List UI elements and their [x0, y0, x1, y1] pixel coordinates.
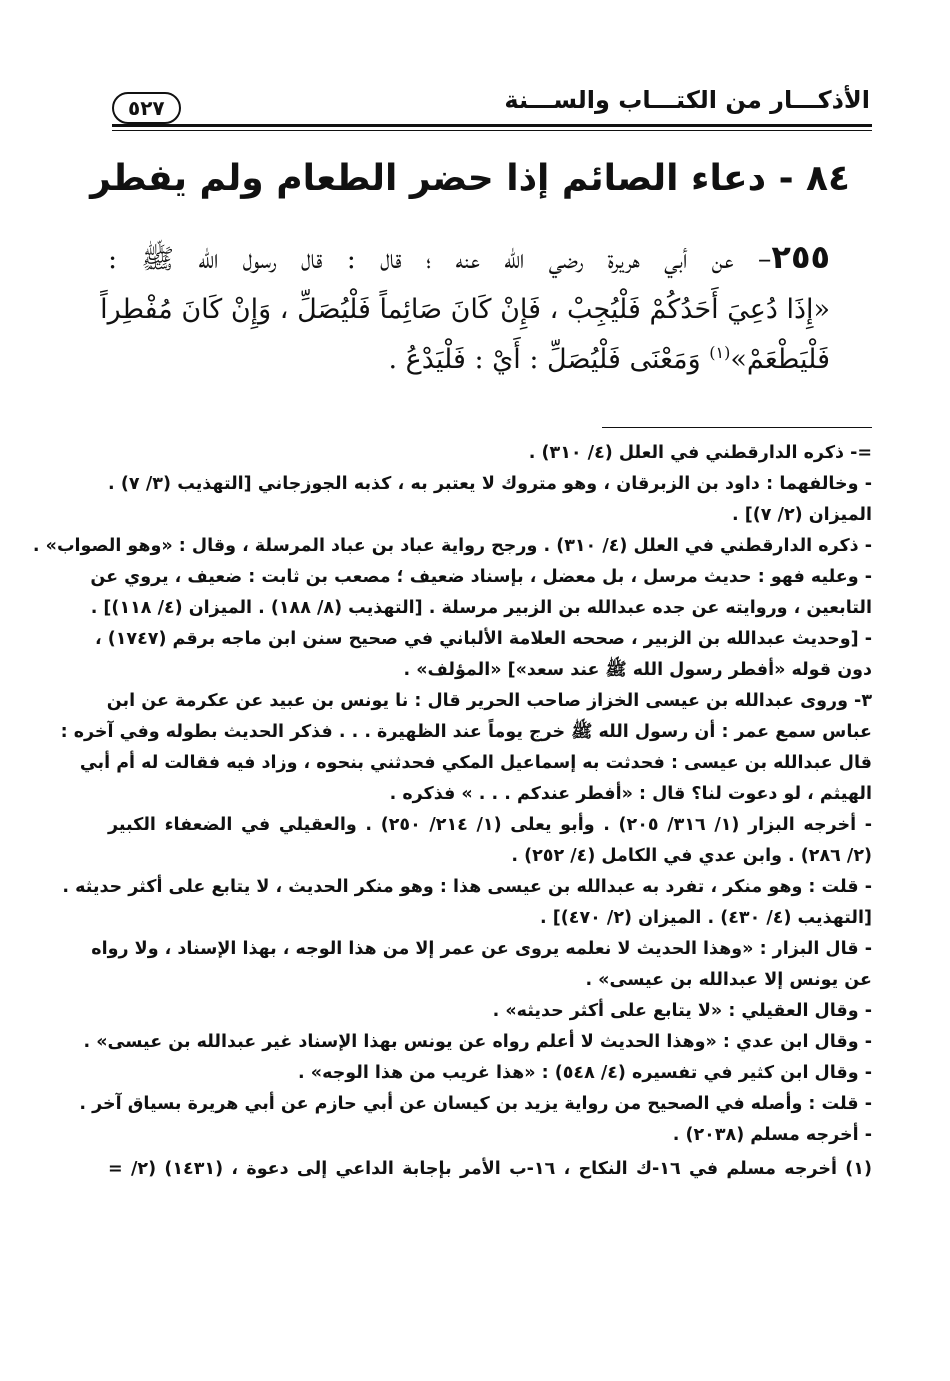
hadith-number: ٢٥٥	[771, 238, 830, 276]
chapter-title: ٨٤ - دعاء الصائم إذا حضر الطعام ولم يفطر	[90, 158, 850, 199]
footnote-marker: (١)	[709, 343, 731, 362]
hadith-line: «إِذَا دُعِيَ أَحَدُكُمْ فَلْيُجِبْ ، فَإِنْ كَانَ صَائِماً فَلْيُصَلِّ ، وَإِنْ كَانَ مُفْطِراً	[100, 294, 830, 325]
footnote-line: - وقال العقيلي : «لا يتابع على أكثر حديثه» .	[492, 1001, 872, 1021]
hadith-line	[108, 335, 830, 385]
footnotes-block	[32, 438, 873, 1185]
footnote-separator	[602, 427, 872, 428]
footnote-line: - قال البزار : «وهذا الحديث لا نعلمه يروى عن عمر إلا من هذا الوجه ، بهذا الإسناد ، ولا رواه	[91, 939, 872, 959]
footnote-line: - أخرجه مسلم (٢٠٣٨) .	[672, 1125, 872, 1145]
footnote-line: التابعين ، وروايته عن جده عبدالله بن الزبير مرسلة . [التهذيب (٨/ ١٨٨) . الميزان (٤/ ١١٨)] .	[90, 598, 872, 618]
footnote-line: - وقال ابن عدي : «وهذا الحديث لا أعلم رواه عن يونس بهذا الإسناد غير عبدالله بن عيسى» .	[83, 1032, 872, 1052]
hadith-text: – عن أبي هريرة رضي الله عنه ؛ قال : قال رسول الله ﷺ :	[108, 244, 772, 275]
footnote-line: عن يونس إلا عبدالله بن عيسى» .	[585, 970, 872, 990]
header-rule-thick	[112, 124, 872, 127]
footnote-line: دون قوله «أفطر رسول الله ﷺ عند سعد»] «المؤلف» .	[403, 660, 872, 680]
footnote-line: - ذكره الدارقطني في العلل (٤/ ٣١٠) . ورجح رواية عباد بن عباد المرسلة ، وقال : «وهو الصواب» .	[32, 536, 872, 556]
hadith-text: فَلْيَطْعَمْ»	[730, 344, 830, 375]
footnote-line: عباس سمع عمر : أن رسول الله ﷺ خرج يوماً عند الظهيرة . . . فذكر الحديث بطوله وفي آخره :	[60, 722, 872, 742]
footnote-line: - وخالفهما : داود بن الزبرقان ، وهو متروك لا يعتبر به ، كذبه الجوزجاني [التهذيب (٣/ ٧) .	[108, 474, 872, 494]
footnote-line: (١) أخرجه مسلم في ١٦-ك النكاح ، ١٦-ب الأمر بإجابة الداعي إلى دعوة ، (١٤٣١) (٢/ =	[108, 1159, 872, 1179]
header-rule-thin	[112, 130, 872, 131]
hadith-line	[108, 232, 830, 285]
footnote-line: - [وحديث عبدالله بن الزبير ، صححه العلامة الألباني في صحيح سنن ابن ماجه برقم (١٧٤٧) ،	[94, 629, 872, 649]
footnote-line: - قلت : وهو منكر ، تفرد به عبدالله بن عيسى هذا : وهو منكر الحديث ، لا يتابع على أكثر حديثه .	[62, 877, 872, 897]
footnote-line: - قلت : وأصله في الصحيح من رواية يزيد بن كيسان عن أبي حازم عن أبي هريرة بسياق آخر .	[79, 1094, 872, 1114]
footnote-line: ٣- وروى عبدالله بن عيسى الخزاز صاحب الحرير قال : نا يونس بن عبيد عن عكرمة عن ابن	[106, 691, 872, 711]
footnote-line: (٢/ ٢٨٦) . وابن عدي في الكامل (٤/ ٢٥٢) .	[511, 846, 872, 866]
hadith-block	[100, 232, 830, 385]
footnote-line: الهيثم ، لو دعوت لنا؟ قال : «أفطر عندكم . . . » فذكره .	[389, 784, 872, 804]
footnote-line: - وعليه فهو : حديث مرسل ، بل معضل ، بإسناد ضعيف ؛ مصعب بن ثابت : ضعيف ، يروي عن	[90, 567, 872, 587]
hadith-text: وَمَعْنَى فَلْيُصَلِّ : أَيْ : فَلْيَدْعُ .	[388, 344, 710, 375]
page-number-badge: ٥٢٧	[112, 92, 181, 124]
footnote-line: - أخرجه البزار (١/ ٣١٦/ ٢٠٥) . وأبو يعلى (١/ ٢١٤/ ٢٥٠) . والعقيلي في الضعفاء الكبير	[108, 815, 873, 835]
footnote-line: =- ذكره الدارقطني في العلل (٤/ ٣١٠) .	[528, 443, 872, 463]
running-header-title: الأذكـــار من الكتـــاب والســـنة	[504, 86, 870, 114]
footnote-line: - وقال ابن كثير في تفسيره (٤/ ٥٤٨) : «هذا غريب من هذا الوجه» .	[298, 1063, 872, 1083]
footnote-line: [التهذيب (٤/ ٤٣٠) . الميزان (٢/ ٤٧٠)] .	[540, 908, 872, 928]
footnote-line: قال عبدالله بن عيسى : فحدثت به إسماعيل المكي فحدثني بنحوه ، وزاد فيه فقالت له أم أبي	[79, 753, 872, 773]
footnote-line: الميزان (٢/ ٧)] .	[732, 505, 872, 525]
